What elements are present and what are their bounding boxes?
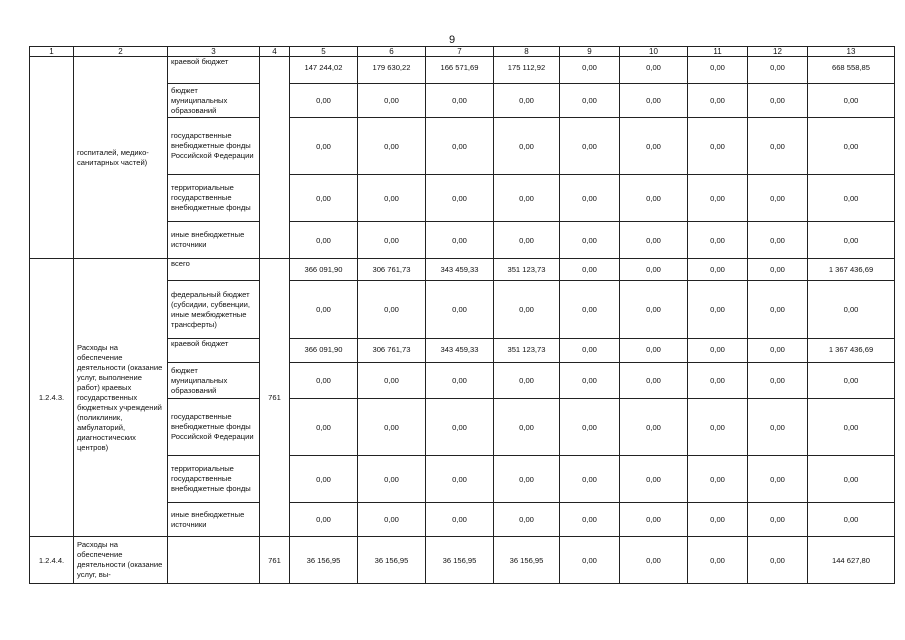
value-cell: 1 367 436,69 (808, 259, 895, 281)
column-numbers-row (30, 47, 895, 57)
value-cell: 0,00 (494, 281, 560, 339)
value-cell: 0,00 (620, 339, 688, 363)
row-number-cell: 1.2.4.4. (30, 537, 74, 584)
value-cell: 0,00 (620, 399, 688, 456)
value-cell: 0,00 (426, 281, 494, 339)
value-cell: 0,00 (358, 175, 426, 222)
budget-table (29, 46, 895, 584)
value-cell: 0,00 (560, 84, 620, 118)
value-cell: 0,00 (808, 84, 895, 118)
value-cell: 0,00 (290, 281, 358, 339)
value-cell: 0,00 (808, 118, 895, 175)
value-cell: 144 627,80 (808, 537, 895, 584)
value-cell: 0,00 (620, 537, 688, 584)
value-cell: 0,00 (808, 222, 895, 259)
header-cell: 2 (74, 47, 168, 57)
value-cell: 0,00 (688, 503, 748, 537)
value-cell: 0,00 (808, 363, 895, 399)
row-description-cell: госпиталей, медико-санитарных частей) (74, 57, 168, 259)
value-cell: 1 367 436,69 (808, 339, 895, 363)
table-row (30, 57, 895, 84)
value-cell: 0,00 (290, 456, 358, 503)
value-cell: 36 156,95 (290, 537, 358, 584)
value-cell: 0,00 (688, 281, 748, 339)
value-cell: 351 123,73 (494, 259, 560, 281)
value-cell: 0,00 (494, 363, 560, 399)
value-cell: 0,00 (358, 84, 426, 118)
value-cell: 0,00 (560, 281, 620, 339)
value-cell: 0,00 (688, 175, 748, 222)
value-cell: 166 571,69 (426, 57, 494, 84)
value-cell: 0,00 (748, 537, 808, 584)
code-cell: 761 (260, 537, 290, 584)
funding-source-cell: краевой бюджет (168, 57, 260, 84)
value-cell: 0,00 (494, 503, 560, 537)
value-cell: 0,00 (494, 175, 560, 222)
value-cell: 0,00 (620, 456, 688, 503)
value-cell: 0,00 (494, 118, 560, 175)
header-cell: 13 (808, 47, 895, 57)
value-cell: 0,00 (688, 339, 748, 363)
header-cell: 10 (620, 47, 688, 57)
value-cell: 0,00 (748, 363, 808, 399)
value-cell: 0,00 (620, 222, 688, 259)
funding-source-cell: государственные внебюджетные фонды Российской Федерации (168, 118, 260, 175)
value-cell: 343 459,33 (426, 339, 494, 363)
funding-source-cell: всего (168, 259, 260, 281)
value-cell: 0,00 (688, 57, 748, 84)
value-cell: 343 459,33 (426, 259, 494, 281)
value-cell: 0,00 (620, 363, 688, 399)
table-row (30, 537, 895, 584)
value-cell: 0,00 (426, 84, 494, 118)
header-cell: 12 (748, 47, 808, 57)
value-cell: 0,00 (358, 222, 426, 259)
value-cell: 0,00 (748, 339, 808, 363)
table-row (30, 259, 895, 281)
value-cell: 0,00 (494, 222, 560, 259)
value-cell: 36 156,95 (494, 537, 560, 584)
value-cell: 0,00 (560, 399, 620, 456)
value-cell: 0,00 (426, 222, 494, 259)
value-cell: 0,00 (560, 175, 620, 222)
value-cell: 0,00 (688, 84, 748, 118)
header-cell: 3 (168, 47, 260, 57)
value-cell: 0,00 (290, 399, 358, 456)
value-cell: 0,00 (560, 456, 620, 503)
value-cell: 0,00 (688, 399, 748, 456)
value-cell: 0,00 (688, 222, 748, 259)
value-cell: 0,00 (358, 118, 426, 175)
value-cell: 0,00 (290, 84, 358, 118)
value-cell: 0,00 (620, 84, 688, 118)
value-cell: 36 156,95 (426, 537, 494, 584)
value-cell: 0,00 (688, 363, 748, 399)
value-cell: 147 244,02 (290, 57, 358, 84)
header-cell: 1 (30, 47, 74, 57)
value-cell: 0,00 (560, 222, 620, 259)
value-cell: 0,00 (494, 84, 560, 118)
value-cell: 0,00 (808, 456, 895, 503)
value-cell: 668 558,85 (808, 57, 895, 84)
value-cell: 0,00 (620, 118, 688, 175)
value-cell: 0,00 (358, 503, 426, 537)
value-cell: 0,00 (358, 363, 426, 399)
value-cell: 0,00 (290, 222, 358, 259)
value-cell: 0,00 (620, 503, 688, 537)
value-cell: 0,00 (560, 503, 620, 537)
funding-source-cell: государственные внебюджетные фонды Российской Федерации (168, 399, 260, 456)
code-cell (260, 57, 290, 259)
value-cell: 0,00 (748, 118, 808, 175)
value-cell: 0,00 (748, 456, 808, 503)
value-cell: 0,00 (748, 259, 808, 281)
header-cell: 8 (494, 47, 560, 57)
funding-source-cell: территориальные государственные внебюджетные фонды (168, 175, 260, 222)
value-cell: 0,00 (290, 363, 358, 399)
value-cell: 0,00 (808, 281, 895, 339)
value-cell: 0,00 (426, 399, 494, 456)
value-cell: 0,00 (358, 399, 426, 456)
header-cell: 7 (426, 47, 494, 57)
value-cell: 366 091,90 (290, 259, 358, 281)
value-cell: 0,00 (560, 537, 620, 584)
value-cell: 306 761,73 (358, 259, 426, 281)
row-description-cell: Расходы на обеспечение деятельности (оказание услуг, выполнение работ) краевых государственных бюджетных учреждений (поликлиник, амбулаторий, диагностических центров) (74, 259, 168, 537)
value-cell: 175 112,92 (494, 57, 560, 84)
funding-source-cell: бюджет муниципальных образований (168, 84, 260, 118)
value-cell: 351 123,73 (494, 339, 560, 363)
value-cell: 0,00 (748, 57, 808, 84)
value-cell: 0,00 (808, 503, 895, 537)
value-cell: 0,00 (620, 175, 688, 222)
header-cell: 9 (560, 47, 620, 57)
value-cell: 0,00 (290, 175, 358, 222)
value-cell: 0,00 (560, 259, 620, 281)
value-cell: 0,00 (290, 503, 358, 537)
value-cell: 0,00 (358, 456, 426, 503)
value-cell: 0,00 (426, 118, 494, 175)
funding-source-cell: федеральный бюджет (субсидии, субвенции, иные межбюджетные трансферты) (168, 281, 260, 339)
value-cell: 0,00 (290, 118, 358, 175)
funding-source-cell: территориальные государственные внебюджетные фонды (168, 456, 260, 503)
funding-source-cell: иные внебюджетные источники (168, 222, 260, 259)
value-cell: 0,00 (494, 456, 560, 503)
header-cell: 4 (260, 47, 290, 57)
value-cell: 0,00 (426, 175, 494, 222)
header-cell: 11 (688, 47, 748, 57)
value-cell: 0,00 (494, 399, 560, 456)
value-cell: 0,00 (808, 399, 895, 456)
value-cell: 0,00 (688, 456, 748, 503)
value-cell: 0,00 (688, 259, 748, 281)
funding-source-cell (168, 537, 260, 584)
value-cell: 0,00 (560, 339, 620, 363)
header-cell: 5 (290, 47, 358, 57)
value-cell: 306 761,73 (358, 339, 426, 363)
value-cell: 0,00 (426, 456, 494, 503)
value-cell: 0,00 (808, 175, 895, 222)
value-cell: 0,00 (620, 259, 688, 281)
funding-source-cell: краевой бюджет (168, 339, 260, 363)
code-cell: 761 (260, 259, 290, 537)
value-cell: 0,00 (748, 175, 808, 222)
value-cell: 0,00 (426, 363, 494, 399)
value-cell: 0,00 (688, 537, 748, 584)
value-cell: 0,00 (748, 281, 808, 339)
value-cell: 0,00 (748, 222, 808, 259)
value-cell: 366 091,90 (290, 339, 358, 363)
funding-source-cell: бюджет муниципальных образований (168, 363, 260, 399)
header-cell: 6 (358, 47, 426, 57)
row-description-cell: Расходы на обеспечение деятельности (оказание услуг, вы- (74, 537, 168, 584)
value-cell: 36 156,95 (358, 537, 426, 584)
value-cell: 0,00 (748, 84, 808, 118)
row-number-cell (30, 57, 74, 259)
value-cell: 0,00 (560, 118, 620, 175)
value-cell: 0,00 (560, 363, 620, 399)
funding-source-cell: иные внебюджетные источники (168, 503, 260, 537)
value-cell: 0,00 (560, 57, 620, 84)
value-cell: 0,00 (688, 118, 748, 175)
value-cell: 0,00 (748, 399, 808, 456)
value-cell: 0,00 (620, 281, 688, 339)
value-cell: 0,00 (426, 503, 494, 537)
row-number-cell: 1.2.4.3. (30, 259, 74, 537)
value-cell: 179 630,22 (358, 57, 426, 84)
value-cell: 0,00 (748, 503, 808, 537)
value-cell: 0,00 (358, 281, 426, 339)
value-cell: 0,00 (620, 57, 688, 84)
page-number: 9 (449, 34, 456, 46)
